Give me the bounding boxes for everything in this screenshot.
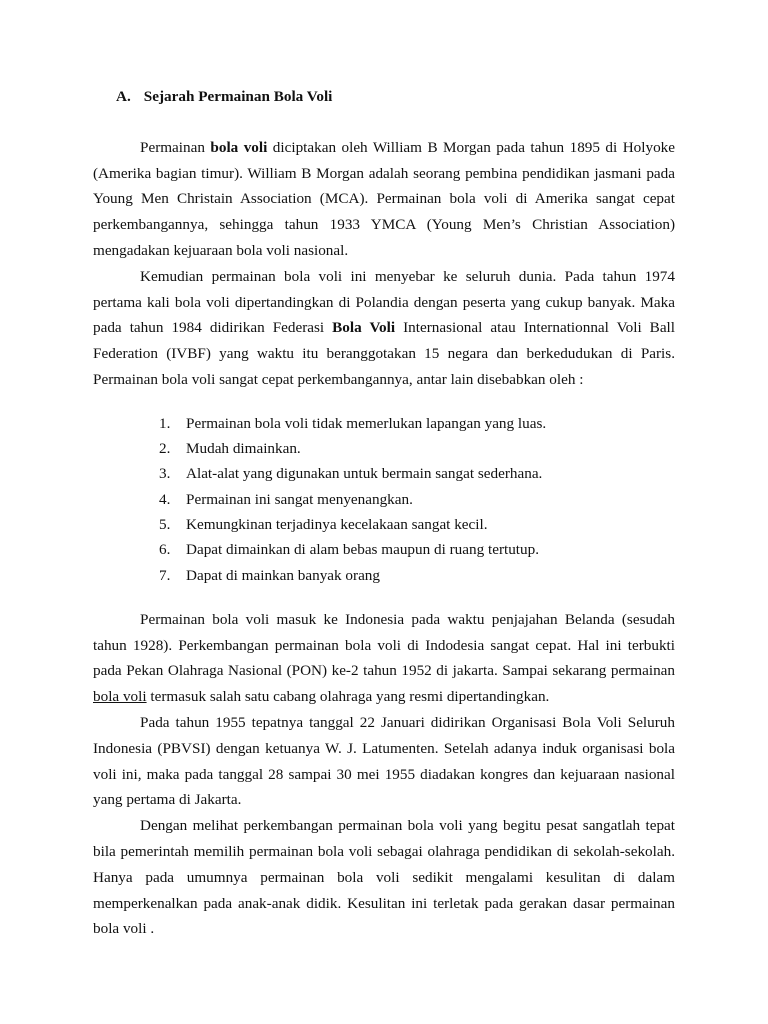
text-run: diciptakan oleh William B Morgan pada tahun 1895 di Holyoke (Amerika bagian timur). William B Morgan adalah seorang pembina pendidikan jasmani pada Young Men Christain Association (MCA). Permainan bola voli di Amerika sangat cepat perkembangannya, sehingga tahun 1933 YMCA (Young Men’s Christian Association) mengadakan kejuaraan bola voli nasional. xyxy=(93,138,675,259)
list-text: Permainan ini sangat menyenangkan. xyxy=(186,490,413,508)
list-text: Kemungkinan terjadinya kecelakaan sangat kecil. xyxy=(186,515,488,533)
paragraph-indonesia xyxy=(93,607,675,710)
list-item xyxy=(93,487,675,512)
list-number: 2. xyxy=(159,440,171,458)
list-number: 5. xyxy=(159,515,171,533)
list-text: Mudah dimainkan. xyxy=(186,440,301,458)
list-item xyxy=(93,461,675,486)
list-number: 4. xyxy=(159,490,171,508)
list-number: 7. xyxy=(159,566,171,584)
bold-text: Bola Voli xyxy=(332,319,396,337)
text-run: Internasional atau Internationnal Voli Ball Federation (IVBF) yang waktu itu beranggotakan 15 negara dan berkedudukan di Paris. Permainan bola voli sangat cepat perkembangannya, antar lain disebabkan oleh : xyxy=(93,319,675,388)
list-number: 3. xyxy=(159,465,171,483)
paragraph-origin xyxy=(93,135,675,264)
paragraph-pbvsi: Pada tahun 1955 tepatnya tanggal 22 Januari didirikan Organisasi Bola Voli Seluruh Indonesia (PBVSI) dengan ketuanya W. J. Latumenten. Setelah adanya induk organisasi bola voli ini, maka pada tanggal 28 sampai 30 mei 1955 diadakan kongres dan kejuaraan nasional yang pertama di Jakarta. xyxy=(93,714,675,809)
list-item xyxy=(93,563,675,588)
section-heading xyxy=(116,84,675,110)
underlined-text: bola voli xyxy=(93,688,147,706)
text-run: Permainan xyxy=(140,138,211,156)
bold-text: bola voli xyxy=(210,138,268,156)
list-item xyxy=(93,512,675,537)
text-run: Permainan bola voli masuk ke Indonesia pada waktu penjajahan Belanda (sesudah tahun 1928). Perkembangan permainan bola voli di Indodesia sangat cepat. Hal ini terbukti pada Pekan Olahraga Nasional (PON) ke-2 tahun 1952 di jakarta. Sampai sekarang permainan xyxy=(93,610,675,680)
list-text: Permainan bola voli tidak memerlukan lapangan yang luas. xyxy=(186,414,547,432)
list-text: Dapat di mainkan banyak orang xyxy=(186,566,380,584)
paragraph-education: Dengan melihat perkembangan permainan bola voli yang begitu pesat sangatlah tepat bila pemerintah memilih permainan bola voli sebagai olahraga pendidikan di sekolah-sekolah. Hanya pada umumnya permainan bola voli sedikit mengalami kesulitan di dalam memperkenalkan pada anak-anak didik. Kesulitan ini terletak pada gerakan dasar permainan bola voli . xyxy=(93,817,675,938)
list-number: 6. xyxy=(159,541,171,559)
list-item xyxy=(93,411,675,436)
heading-number: A. xyxy=(116,88,131,105)
list-item xyxy=(93,537,675,562)
text-run: Kemudian permainan bola voli ini menyebar ke seluruh dunia. Pada tahun 1974 pertama kali bola voli dipertandingkan di Polandia dengan peserta yang cukup banyak. Maka pada tahun 1984 didirikan Federasi xyxy=(93,267,675,337)
text-run: termasuk salah satu cabang olahraga yang resmi dipertandingkan. xyxy=(146,688,550,706)
list-text: Dapat dimainkan di alam bebas maupun di ruang tertutup. xyxy=(186,541,540,559)
reasons-list xyxy=(93,411,675,588)
list-number: 1. xyxy=(159,414,171,432)
paragraph-spread xyxy=(93,264,675,393)
heading-title: Sejarah Permainan Bola Voli xyxy=(143,88,333,105)
document-page xyxy=(93,84,675,942)
list-text: Alat-alat yang digunakan untuk bermain sangat sederhana. xyxy=(186,465,543,483)
list-item xyxy=(93,436,675,461)
